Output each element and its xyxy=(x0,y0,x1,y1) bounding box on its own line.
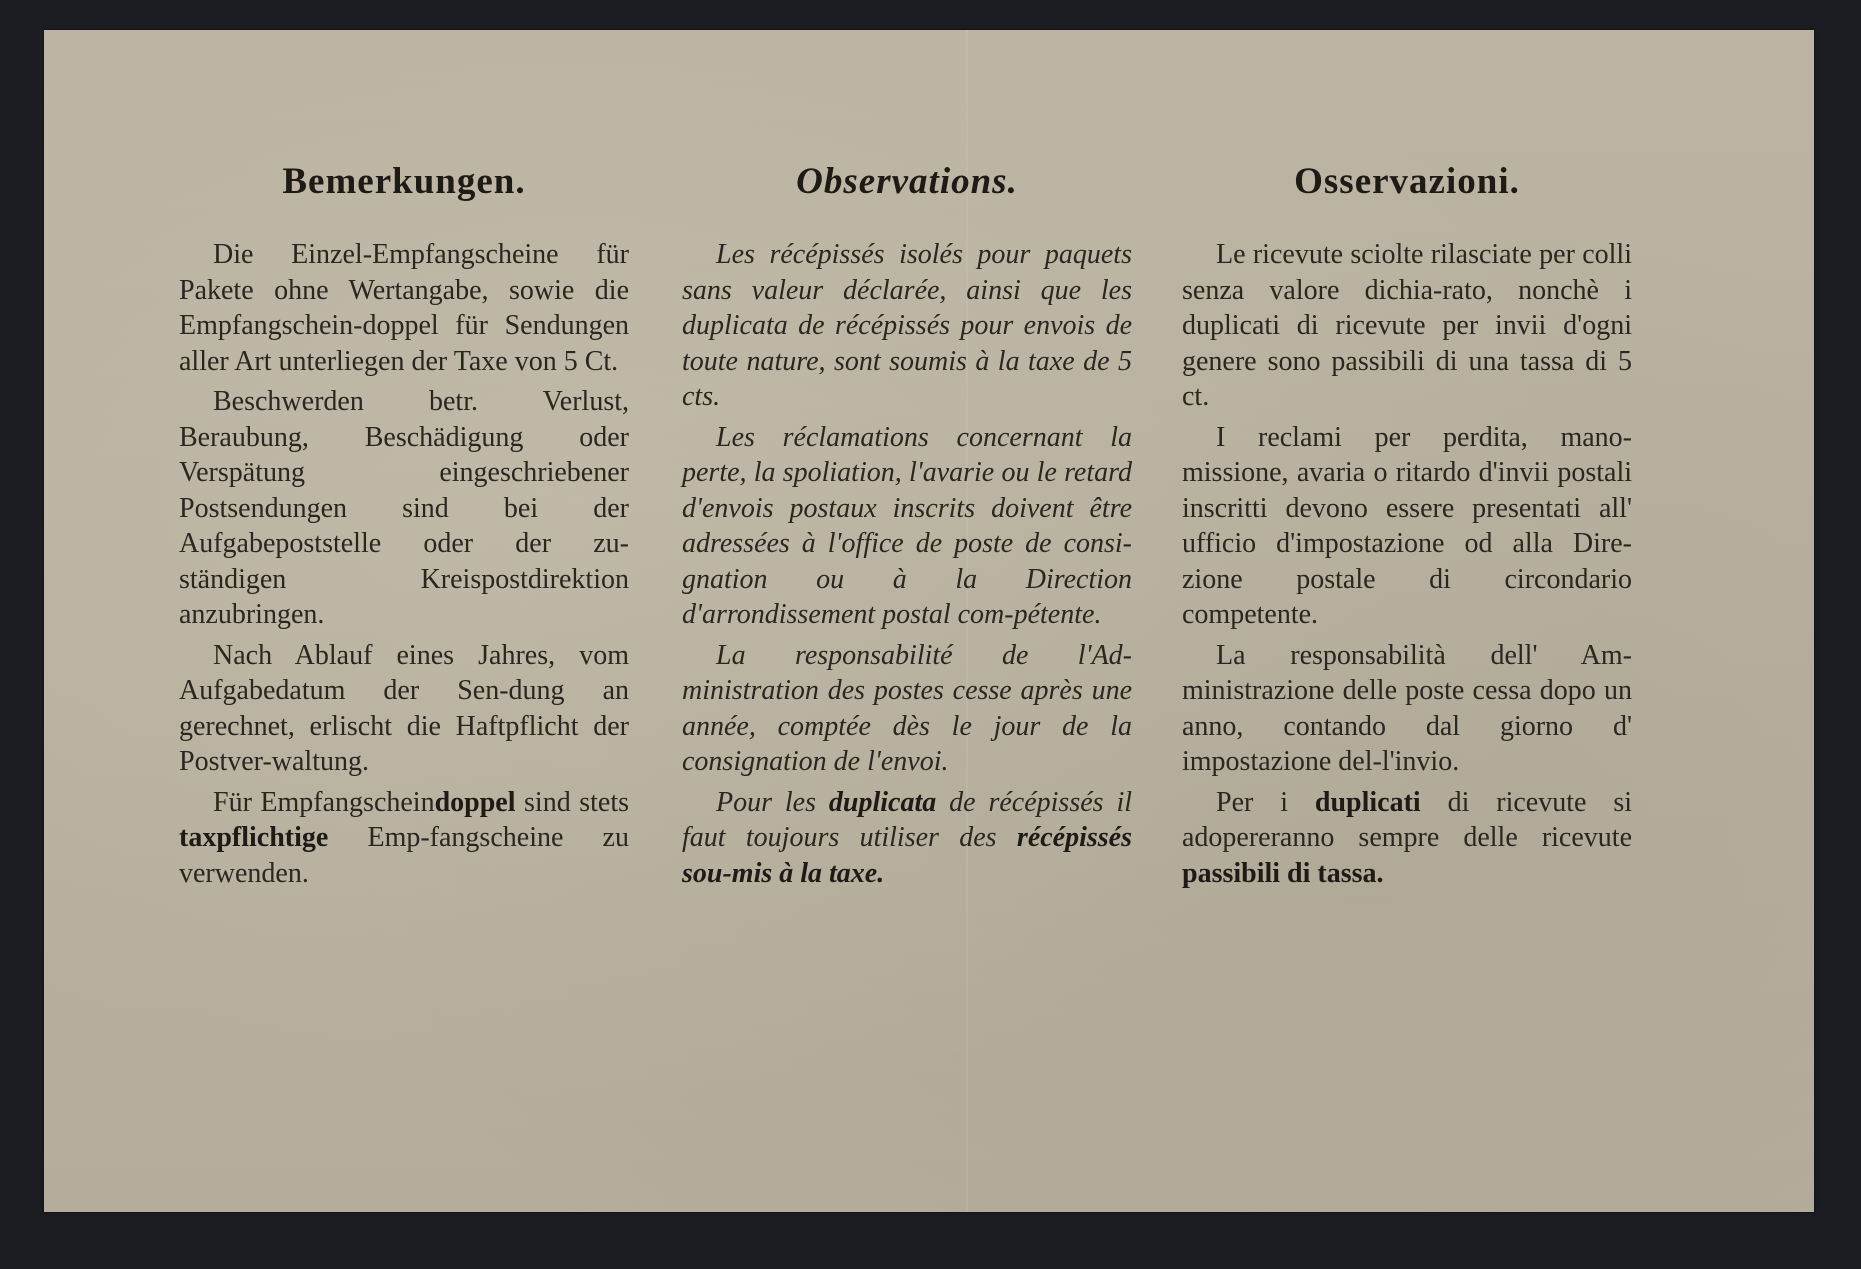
paragraph-german-1: Die Einzel-Empfangscheine für Pakete ohne Wertangabe, sowie die Empfangschein-doppel für Sendungen aller Art unterliegen der Taxe von 5 Ct. xyxy=(179,239,629,377)
paragraph-italian-3: La responsabilità dell' Am-ministrazione delle poste cessa dopo un anno, contando dal giorno d' impostazione del-l'invio. xyxy=(1182,639,1632,777)
heading-german: Bemerkungen. xyxy=(282,161,526,202)
paragraph-italian-4-a: Per i xyxy=(1216,786,1315,818)
paragraph-italian-4-b: duplicati xyxy=(1314,786,1421,818)
paragraph-french-4-d: récépissés sou-mis à la taxe. xyxy=(682,822,1132,889)
paragraph-italian-2: I reclami per perdita, mano-missione, avaria o ritardo d'invii postali inscritti devono essere presentati all' ufficio d'impostazione od alla Dire-zione postale di circondario competente. xyxy=(1182,421,1632,630)
paragraph-french-4-b: duplicata xyxy=(828,786,937,818)
heading-italian: Osservazioni. xyxy=(1294,161,1520,202)
paragraph-german-4-d: taxpflichtige xyxy=(179,822,329,853)
paragraph-german-4-c: sind stets xyxy=(515,786,629,818)
heading-french: Observations. xyxy=(796,161,1018,202)
paragraph-french-2: Les réclamations concernant la perte, la spoliation, l'avarie ou le retard d'envois postaux inscrits doivent être adressées à l'office de poste de consi-gnation ou à la Direction d'arrondissement postal com-pétente. xyxy=(682,421,1132,630)
paragraph-italian-4-c: di ricevute si adopereranno sempre delle ricevute xyxy=(1182,786,1632,853)
column-german xyxy=(179,155,629,896)
paragraph-german-3: Nach Ablauf eines Jahres, vom Aufgabedatum der Sen-dung an gerechnet, erlischt die Haftpflicht der Postver-waltung. xyxy=(179,639,629,777)
paragraph-german-4-e: Emp-fangscheine zu verwenden. xyxy=(179,822,629,889)
postal-receipt-card xyxy=(44,30,1814,1212)
paragraph-german-4-b: doppel xyxy=(434,786,516,818)
column-italian xyxy=(1182,155,1632,896)
paragraph-french-4-c: de récépissés il faut toujours utiliser des xyxy=(682,786,1133,853)
paragraph-german-2: Beschwerden betr. Verlust, Beraubung, Beschädigung oder Verspätung eingeschriebener Postsendungen sind bei der Aufgabepoststelle oder der zu-ständigen Kreispostdirektion anzubringen. xyxy=(179,386,629,630)
paragraph-german-4-a: Für Empfangschein xyxy=(213,786,435,818)
paragraph-italian-4 xyxy=(1182,785,1632,892)
paragraph-italian-4-d: passibili di tassa. xyxy=(1182,857,1384,889)
paragraph-french-4 xyxy=(682,785,1132,892)
paragraph-french-1: Les récépissés isolés pour paquets sans valeur déclarée, ainsi que les duplicata de récépissés pour envois de toute nature, sont soumis à la taxe de 5 cts. xyxy=(682,239,1132,412)
paragraph-italian-1: Le ricevute sciolte rilasciate per colli senza valore dichia-rato, nonchè i duplicati di ricevute per invii d'ogni genere sono passibili di una tassa di 5 ct. xyxy=(1182,239,1632,412)
paragraph-french-3: La responsabilité de l'Ad-ministration des postes cesse après une année, comptée dès le jour de la consignation de l'envoi. xyxy=(682,639,1132,777)
paragraph-french-4-a: Pour les xyxy=(716,786,829,818)
column-french xyxy=(682,155,1132,896)
paragraph-german-4 xyxy=(179,785,629,892)
